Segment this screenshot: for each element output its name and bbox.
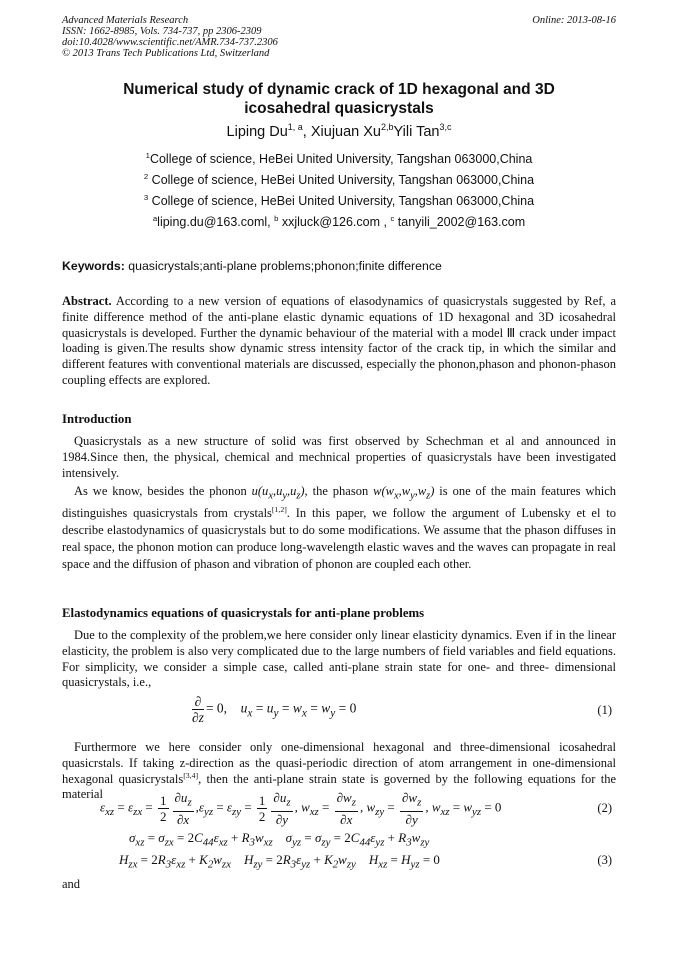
doi-line: doi:10.4028/www.scientific.net/AMR.734-737.2306 <box>62 37 278 48</box>
email-c: tanyili_2002@163.com <box>394 215 526 229</box>
aff-2-sup: 2 <box>143 171 149 181</box>
equation-3-number: (3) <box>597 853 612 867</box>
paper-title <box>62 80 616 118</box>
email-line <box>62 215 616 229</box>
abstract <box>62 294 616 389</box>
equation-1-number: (1) <box>597 703 612 717</box>
and-word: and <box>62 877 81 891</box>
equation-2-number: (2) <box>597 801 612 815</box>
copyright-line: © 2013 Trans Tech Publications Ltd, Switzerland <box>62 48 270 59</box>
author-list <box>62 124 616 140</box>
equation-2-stress: $\sigma_{xz} = \sigma_{zx} = 2C_{44}\varepsilon_{xz} + R_3w_{xz}$ $\sigma_{yz} = \sigma_{zy} = 2C_{44}\varepsilon_{yz} + R_3w_{zy}$ <box>129 830 430 849</box>
phonon-symbol: $u(u_x,u_y,u_z)$ <box>251 484 305 502</box>
email-c-sup: c <box>390 213 395 223</box>
equation-1: $\frac{\partial}{\partial z}$ = 0, $u_x = u_y = w_x = w_y = 0$ <box>192 694 357 725</box>
intro-p2-a: As we know, besides the phonon <box>74 484 252 498</box>
keywords-text: quasicrystals;anti-plane problems;phonon;finite difference <box>124 259 442 273</box>
section2-p2-a: Furthermore we here consider only one-dimensional hexagonal and three-dimensional icosahedral quasicrstals. If taking z-direction as the quasi-periodic direction of atom arrangement in one-dimensional hexagonal quasicrystals <box>62 740 616 786</box>
intro-paragraph-1: Quasicrystals as a new structure of solid was first observed by Schechman et al and announced in 1984.Since then, the physical, chemical and mechnical properties of quasicrystals have been investigated intensively. <box>62 434 616 480</box>
equation-3: $H_{zx} = 2R_3\varepsilon_{xz} + K_2w_{zx}$ $H_{zy} = 2R_3\varepsilon_{yz} + K_2w_{zy}$ $H_{xz} = H_{yz} = 0$ <box>119 852 440 871</box>
email-b: xxjluck@126.com , <box>278 215 391 229</box>
section-heading-introduction: Introduction <box>62 412 132 426</box>
author-2-sup: 2,b <box>381 122 394 133</box>
aff-3-sup: 3 <box>143 192 149 202</box>
aff-3-text: College of science, HeBei United University, Tangshan 063000,China <box>148 194 535 208</box>
phason-symbol: $w(w_x,w_y,w_z)$ <box>373 484 435 502</box>
abstract-label: Abstract. <box>62 294 112 308</box>
intro-p2-d: . In this paper, we follow the argument of Lubensky et el to describe elastodynamics of quasicrystals but to do some modifications. We assume that the phason diffuses in real space, the phonon motion can produce long-wavelength elastic waves and the waves can propagate in real space and the diffusion of phason and vibration of phonon are coupled each other. <box>62 505 616 572</box>
author-1-sup: 1, a <box>287 122 303 133</box>
journal-name: Advanced Materials Research <box>62 15 189 26</box>
citation-1-2: [1,2] <box>271 504 287 514</box>
email-a: liping.du@163.coml, <box>157 215 275 229</box>
intro-p2-b: , the phason <box>304 484 374 498</box>
journal-header <box>62 15 278 59</box>
author-1: Liping Du <box>226 124 288 140</box>
section-heading-elastodynamics: Elastodynamics equations of quasicrystals for anti-plane problems <box>62 606 425 620</box>
title-line-1: Numerical study of dynamic crack of 1D hexagonal and 3D <box>123 81 555 98</box>
abstract-text: According to a new version of equations of elasodynamics of quasicrystals suggested by Ref, a finite difference method of the anti-plane elastic dynamic equations of 1D hexagonal and 3D icosahedral quasicrystals is developed. Further the dynamic behaviour of the material with a model Ⅲ crack under impact loading is given.The results show dynamic stress intensity factor of the crack tip, in which the similar and different features with conventional materials are discussed, especially the phonon,phason and phonon-phason coupling effects are explored. <box>62 294 616 387</box>
affiliation-2 <box>62 173 616 187</box>
author-3-sup: 3,c <box>439 122 452 133</box>
title-line-2: icosahedral quasicrystals <box>244 100 434 117</box>
citation-3-4: [3,4] <box>183 770 199 780</box>
affiliation-1 <box>62 152 616 166</box>
issn-line: ISSN: 1662-8985, Vols. 734-737, pp 2306-2309 <box>62 26 262 37</box>
aff-1-sup: 1 <box>145 150 150 160</box>
section2-paragraph-1: Due to the complexity of the problem,we here consider only linear elasticity dynamics. Even if in the linear elasticity, the problem is also very complicated due to the large numbers of field variables and field equations. For simplicity, we consider a simple case, called anti-plane strain state for one- and three- dimensional quasicrystals, i.e., <box>62 628 616 690</box>
equation-2: $\varepsilon_{xz} = \varepsilon_{zx}$ = $\frac{1}{2}$ $\frac{\partial u_z}{\partial x}$ $,\varepsilon_{yz} = \varepsilon_{zy}$ = $\frac{1}{2}$ $\frac{\partial u_z}{\partial y}$ , $w_{xz}$ = $\frac{\partial w_z}{\partial x}$ , $w_{zy}$ = $\frac{\partial w_z}{\partial y}$ , $w_{xz} = w_{yz} = 0$ <box>100 790 502 827</box>
keywords <box>62 259 616 273</box>
intro-p2-c: is one of the main features which distinguishes quasicrystals from crystals <box>62 484 616 520</box>
online-date: Online: 2013-08-16 <box>532 15 616 26</box>
author-2: Xiujuan Xu <box>310 124 381 140</box>
author-sep: , <box>302 124 311 140</box>
aff-1-text: College of science, HeBei United University, Tangshan 063000,China <box>149 152 533 166</box>
aff-2-text: College of science, HeBei United University, Tangshan 063000,China <box>148 173 535 187</box>
email-a-sup: a <box>152 213 158 223</box>
intro-paragraph-2 <box>62 483 616 574</box>
affiliation-3 <box>62 194 616 208</box>
keywords-label: Keywords: <box>62 259 125 273</box>
section2-p2-b: , then the anti-plane strain state is governed by the following equations for the material <box>62 771 616 802</box>
author-3: Yili Tan <box>393 124 440 140</box>
email-b-sup: b <box>274 213 279 223</box>
